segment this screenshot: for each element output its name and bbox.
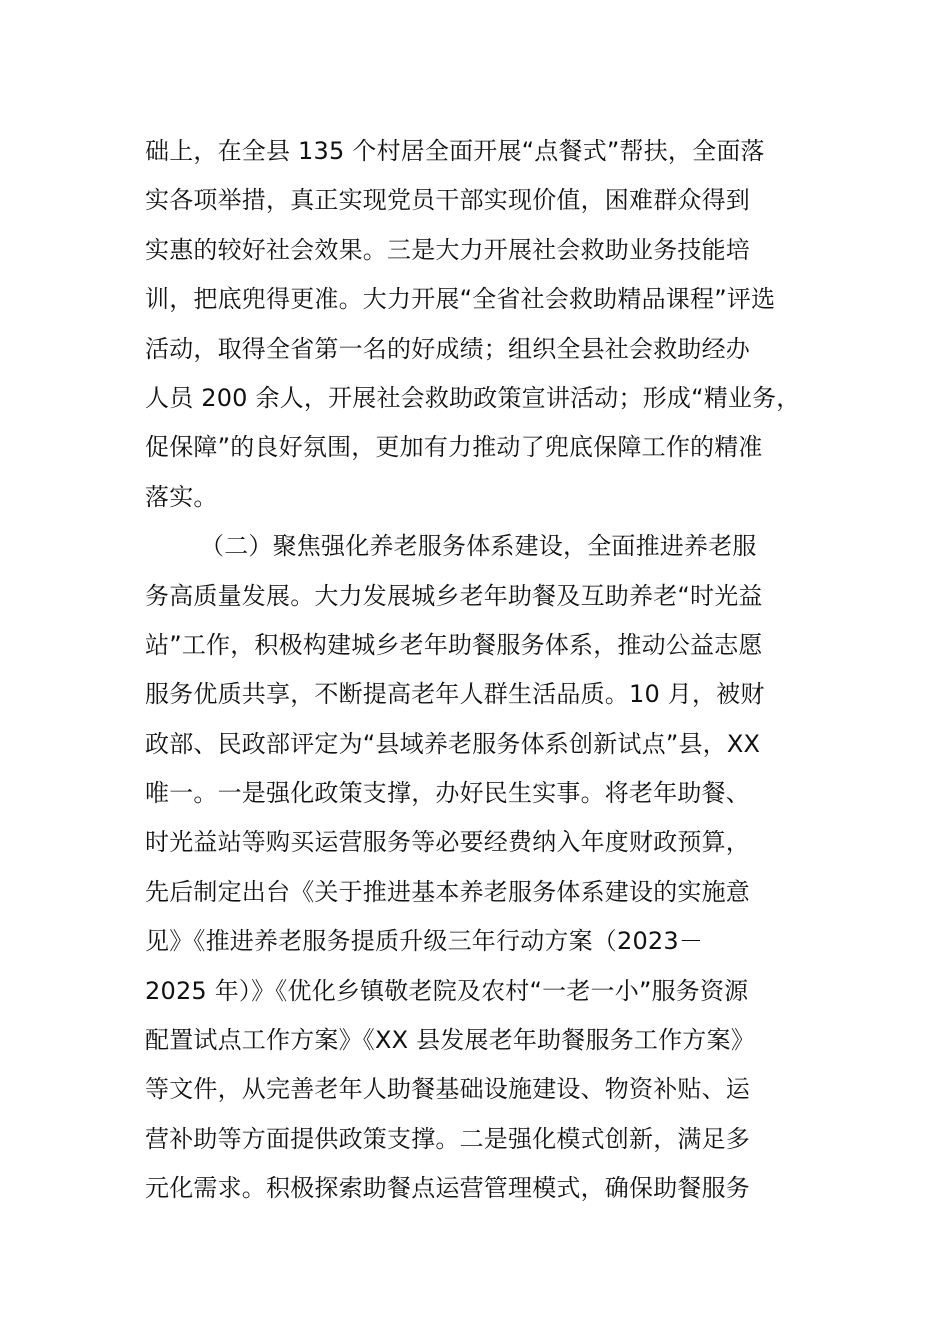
text-line: 活动，取得全省第一名的好成绩；组织全县社会救助经办 [145, 334, 750, 363]
section-heading-line: （二）聚焦强化养老服务体系建设，全面推进养老服 [200, 532, 757, 561]
text-line: 政部、民政部评定为“县域养老服务体系创新试点”县，XX [145, 729, 761, 758]
text-line: 促保障”的良好氛围，更加有力推动了兜底保障工作的精准 [145, 433, 763, 462]
text-line: 实惠的较好社会效果。三是大力开展社会救助业务技能培 [145, 235, 750, 264]
text-line: 落实。 [145, 482, 218, 511]
text-line: 务高质量发展。大力发展城乡老年助餐及互助养老“时光益 [145, 581, 763, 610]
document-body [145, 127, 845, 1214]
text-line: 实各项举措，真正实现党员干部实现价值，困难群众得到 [145, 186, 750, 215]
text-line: 人员 200 余人，开展社会救助政策宣讲活动；形成“精业务， [145, 383, 801, 412]
text-line: 唯一。一是强化政策支撑，办好民生实事。将老年助餐、 [145, 779, 750, 808]
text-line: 训，把底兜得更准。大力开展“全省社会救助精品课程”评选 [145, 285, 776, 314]
text-line: 服务优质共享，不断提高老年人群生活品质。10 月，被财 [145, 680, 765, 709]
text-line: 元化需求。积极探索助餐点运营管理模式，确保助餐服务 [145, 1174, 750, 1203]
text-line: 见》《推进养老服务提质升级三年行动方案（2023－ [145, 927, 704, 956]
text-line: 先后制定出台《关于推进基本养老服务体系建设的实施意 [145, 877, 750, 906]
text-line: 础上，在全县 135 个村居全面开展“点餐式”帮扶，全面落 [145, 137, 765, 165]
text-line: 营补助等方面提供政策支撑。二是强化模式创新，满足多 [145, 1124, 750, 1153]
text-line: 2025 年）》《优化乡镇敬老院及农村“一老一小”服务资源 [145, 976, 749, 1005]
text-line: 站”工作，积极构建城乡老年助餐服务体系，推动公益志愿 [145, 630, 763, 659]
text-line: 时光益站等购买运营服务等必要经费纳入年度财政预算， [145, 828, 750, 857]
text-line: 等文件，从完善老年人助餐基础设施建设、物资补贴、运 [145, 1075, 750, 1104]
text-line: 配置试点工作方案》《XX 县发展老年助餐服务工作方案》 [145, 1026, 755, 1055]
